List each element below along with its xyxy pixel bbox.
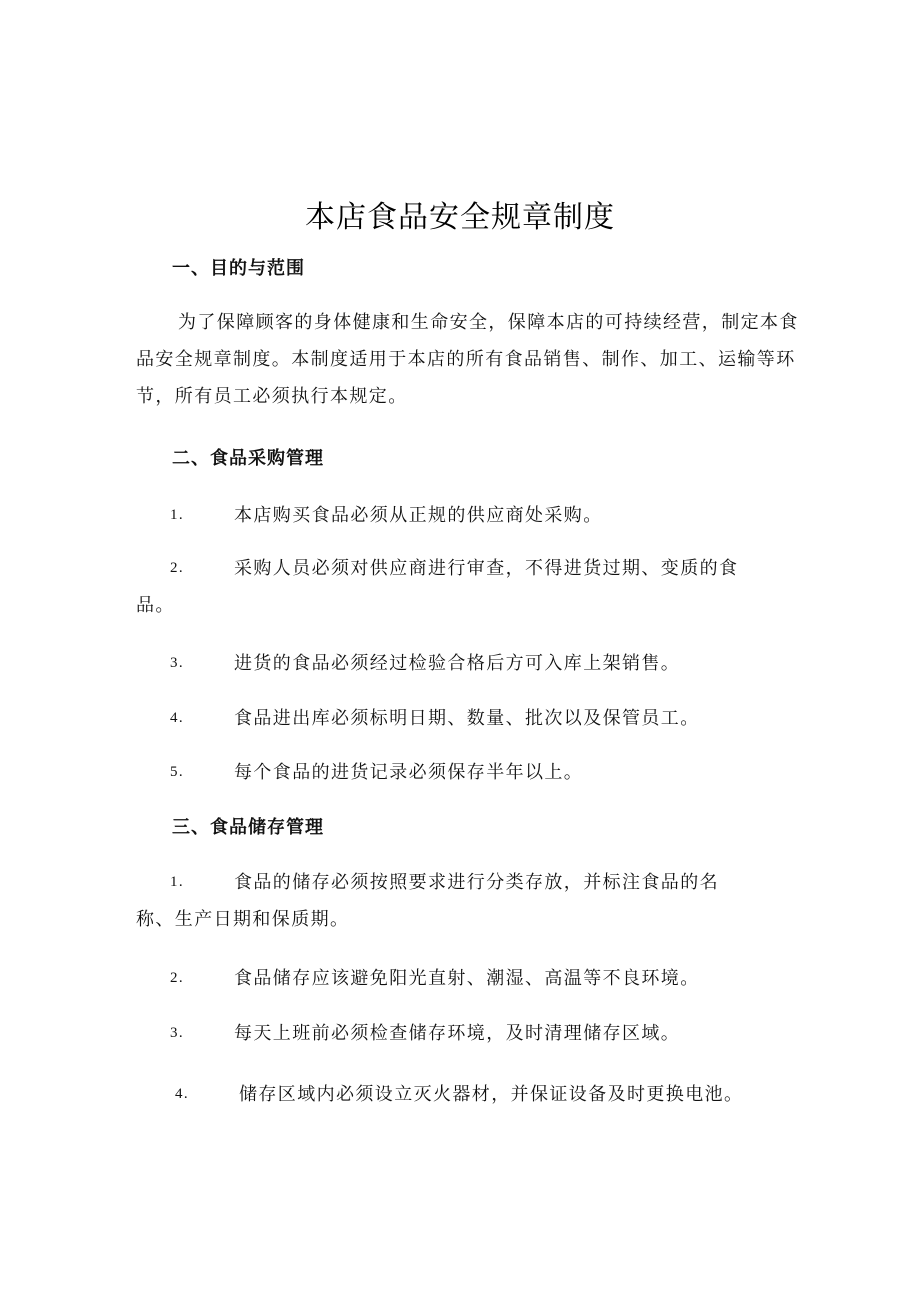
list-item bbox=[136, 700, 800, 737]
list-item bbox=[141, 1076, 805, 1113]
list-item-number: 1. bbox=[170, 507, 185, 523]
list-item-text: 每天上班前必须检查储存环境，及时清理储存区域。 bbox=[234, 1023, 681, 1044]
list-item bbox=[136, 645, 800, 682]
list-item-number: 4. bbox=[170, 710, 185, 726]
document-title: 本店食品安全规章制度 bbox=[305, 200, 615, 235]
section-heading-storage: 三、食品储存管理 bbox=[172, 817, 324, 838]
list-item-text: 本店购买食品必须从正规的供应商处采购。 bbox=[234, 505, 603, 526]
list-item-text: 采购人员必须对供应商进行审查，不得进货过期、变质的食品。 bbox=[136, 558, 739, 616]
list-item bbox=[136, 1015, 800, 1052]
list-item-text: 储存区域内必须设立灭火器材，并保证设备及时更换电池。 bbox=[239, 1084, 744, 1105]
list-item-text: 食品的储存必须按照要求进行分类存放，并标注食品的名称、生产日期和保质期。 bbox=[136, 872, 719, 930]
list-item-number: 1. bbox=[170, 874, 185, 890]
list-item bbox=[136, 960, 800, 997]
list-item-number: 5. bbox=[170, 764, 185, 780]
list-item-text: 进货的食品必须经过检验合格后方可入库上架销售。 bbox=[234, 653, 681, 674]
list-item-number: 2. bbox=[170, 560, 185, 576]
list-item bbox=[136, 550, 800, 624]
list-item-number: 3. bbox=[170, 655, 185, 671]
list-item-text: 每个食品的进货记录必须保存半年以上。 bbox=[234, 762, 584, 783]
list-item bbox=[136, 864, 800, 938]
list-item-text: 食品进出库必须标明日期、数量、批次以及保管员工。 bbox=[234, 708, 700, 729]
list-item bbox=[136, 754, 800, 791]
list-item-number: 3. bbox=[170, 1025, 185, 1041]
list-item-text: 食品储存应该避免阳光直射、潮湿、高温等不良环境。 bbox=[234, 968, 700, 989]
list-item bbox=[136, 497, 800, 534]
list-item-number: 2. bbox=[170, 970, 185, 986]
section-heading-purpose: 一、目的与范围 bbox=[172, 258, 305, 279]
section-heading-procurement: 二、食品采购管理 bbox=[172, 448, 324, 469]
list-item-number: 4. bbox=[175, 1086, 190, 1102]
section-paragraph-purpose: 为了保障顾客的身体健康和生命安全，保障本店的可持续经营，制定本食品安全规章制度。本制度适用于本店的所有食品销售、制作、加工、运输等环节，所有员工必须执行本规定。 bbox=[136, 312, 799, 407]
